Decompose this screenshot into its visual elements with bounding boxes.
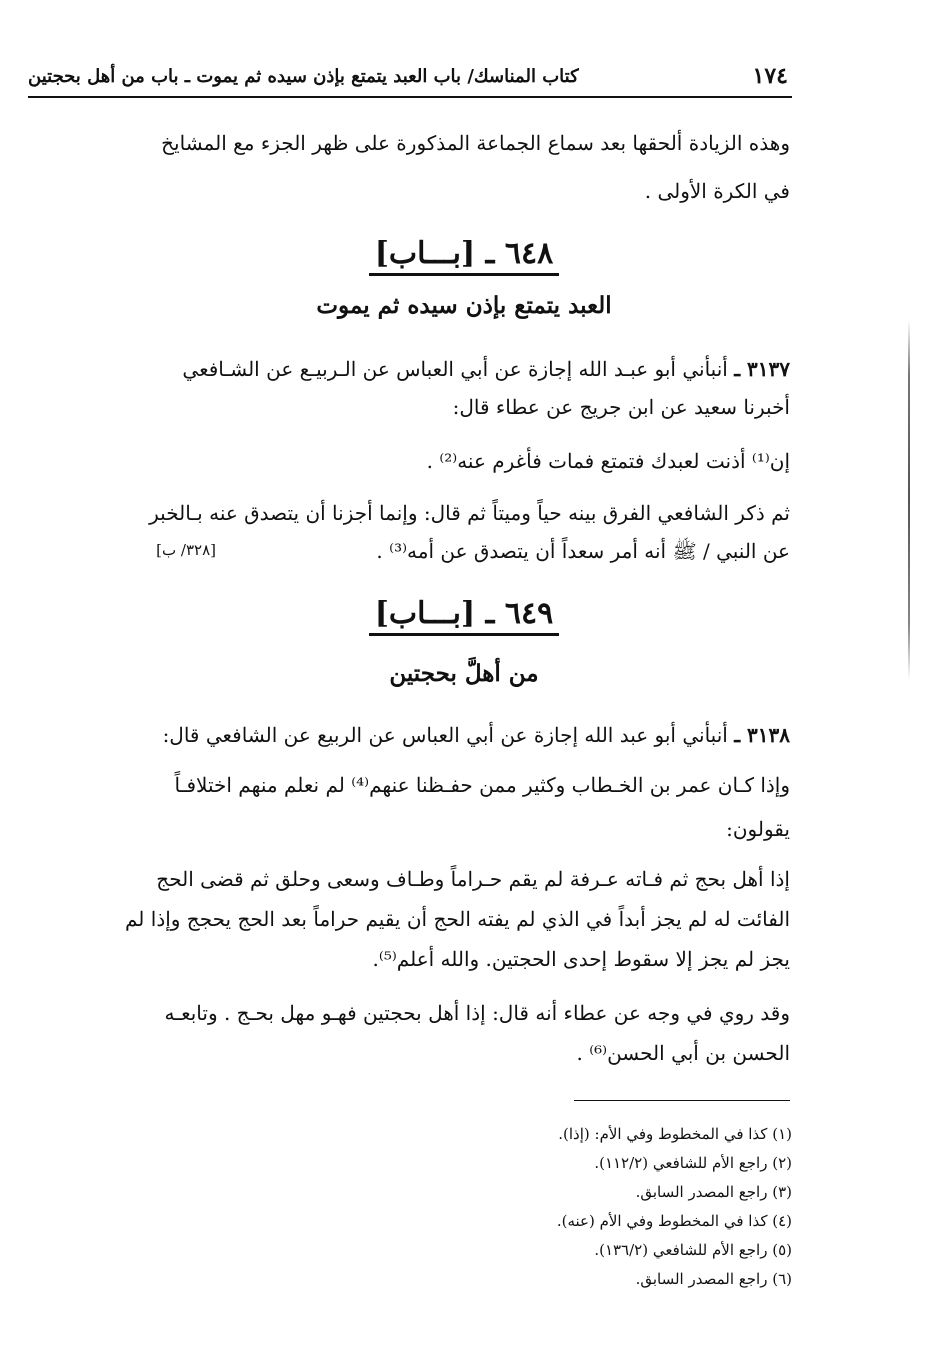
paragraph-3-line-2: الحسن بن أبي الحسن⁽⁶⁾ .	[576, 1041, 790, 1065]
footnote-3: (٣) راجع المصدر السابق.	[635, 1183, 792, 1201]
hadith-3137-quote: إن⁽¹⁾ أذنت لعبدك فتمتع فمات فأغرم عنه⁽²⁾ .	[426, 449, 790, 473]
hadith-3137-line-2: أخبرنا سعيد عن ابن جريج عن عطاء قال:	[452, 395, 790, 419]
paragraph-2-line-1: إذا أهل بحج ثم فـاته عـرفة لم يقم حـراماً وطـاف وسعى وحلق ثم قضى الحج	[156, 867, 790, 891]
scan-edge-shadow	[908, 320, 910, 680]
footnote-4: (٤) كذا في المخطوط وفي الأم (عنه).	[556, 1212, 792, 1230]
hadith-3138-text-1: أنبأني أبو عبد الله إجازة عن أبي العباس عن الربيع عن الشافعي قال:	[162, 723, 728, 747]
paragraph-1-line-2: يقولون:	[726, 817, 790, 841]
chapter-heading-649-text: ٦٤٩ ـ [بـــاب]	[369, 596, 560, 636]
page-number: ١٧٤	[752, 63, 788, 89]
intro-line-1: وهذه الزيادة ألحقها بعد سماع الجماعة المذكورة على ظهر الجزء مع المشايخ	[161, 131, 790, 155]
hadith-3137-comment-2: عن النبي / ﷺ أنه أمر سعداً أن يتصدق عن أمه⁽³⁾ .	[376, 539, 790, 563]
chapter-subtitle-649: من أهلَّ بحجتين	[389, 660, 539, 687]
hadith-3137-line-1	[24, 350, 790, 388]
paragraph-3-line-1: وقد روي في وجه عن عطاء أنه قال: إذا أهل بحجتين فهـو مهل بحـج . وتابعـه	[164, 1001, 790, 1025]
footnotes	[420, 1120, 792, 1294]
footnote-6: (٦) راجع المصدر السابق.	[635, 1270, 792, 1288]
footnote-1: (١) كذا في المخطوط وفي الأم: (إذا).	[558, 1125, 792, 1143]
hadith-number-3137: ٣١٣٧ ـ	[734, 357, 790, 381]
footnote-separator	[574, 1100, 790, 1101]
hadith-number-3138: ٣١٣٨ ـ	[734, 723, 790, 747]
hadith-3137-text-1: أنبأني أبو عبـد الله إجازة عن أبي العباس عن الـربيـع عن الشـافعي	[182, 357, 728, 381]
intro-line-2: في الكرة الأولى .	[644, 179, 790, 203]
paragraph-2-line-2: الفائت له لم يجز أبداً في الذي لم يفته الحج أن يقيم حراماً بعد الحج يحجج وإذا لم	[125, 907, 790, 931]
chapter-heading-649	[0, 596, 928, 631]
chapter-heading-648-text: ٦٤٨ ـ [بـــاب]	[369, 236, 560, 276]
running-header-title: كتاب المناسك/ باب العبد يتمتع بإذن سيده ثم يموت ـ باب من أهل بحجتين	[28, 65, 579, 87]
hadith-3137-comment-1: ثم ذكر الشافعي الفرق بينه حياً وميتاً ثم قال: وإنما أجزنا أن يتصدق عنه بـالخبر	[149, 501, 790, 525]
footnote-2: (٢) راجع الأم للشافعي (١١٢/٢).	[594, 1154, 792, 1172]
chapter-subtitle-648: العبد يتمتع بإذن سيده ثم يموت	[316, 292, 612, 319]
running-header	[28, 56, 792, 98]
hadith-3138-line-1	[24, 716, 790, 754]
paragraph-2-line-3: يجز لم يجز إلا سقوط إحدى الحجتين. والله أعلم⁽⁵⁾.	[372, 947, 790, 971]
paragraph-1-line-1: وإذا كـان عمر بن الخـطاب وكثير ممن حفـظنا عنهم⁽⁴⁾ لم نعلم منهم اختلافـاً	[174, 773, 790, 797]
footnote-5: (٥) راجع الأم للشافعي (١٣٦/٢).	[594, 1241, 792, 1259]
manuscript-folio-ref: [٣٢٨/ ب]	[156, 541, 216, 559]
chapter-heading-648	[0, 236, 928, 271]
